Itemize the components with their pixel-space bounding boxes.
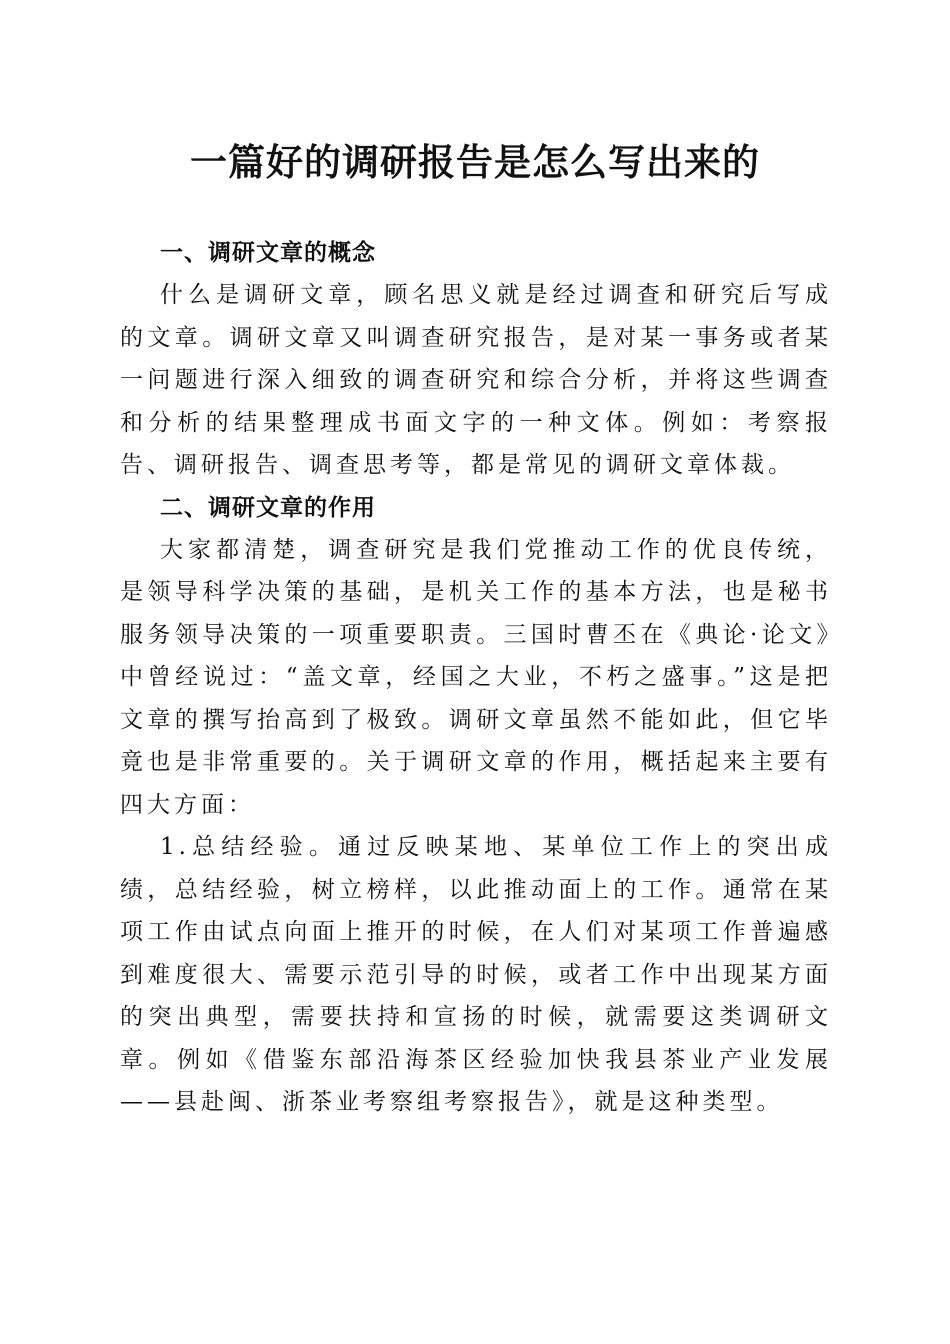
section-heading-concept: 一、调研文章的概念 xyxy=(160,240,376,266)
document-body xyxy=(120,232,832,1124)
paragraph-function-intro: 大家都清楚，调查研究是我们党推动工作的优良传统，是领导科学决策的基础，是机关工作的基本方法，也是秘书服务领导决策的一项重要职责。三国时曹丕在《典论·论文》中曾经说过：“盖文章，经国之大业，不朽之盛事。”这是把文章的撰写抬高到了极致。调研文章虽然不能如此，但它毕竟也是非常重要的。关于调研文章的作用，概括起来主要有四大方面： xyxy=(120,536,832,818)
document-title: 一篇好的调研报告是怎么写出来的 xyxy=(190,140,760,184)
paragraph-summarize-experience: 1.总结经验。通过反映某地、某单位工作上的突出成绩，总结经验，树立榜样，以此推动面上的工作。通常在某项工作由试点向面上推开的时候，在人们对某项工作普遍感到难度很大、需要示范引导的时候，或者工作中出现某方面的突出典型，需要扶持和宣扬的时候，就需要这类调研文章。例如《借鉴东部沿海茶区经验加快我县茶业产业发展——县赴闽、浙茶业考察组考察报告》，就是这种类型。 xyxy=(120,834,832,1115)
paragraph-concept: 什么是调研文章，顾名思义就是经过调查和研究后写成的文章。调研文章又叫调查研究报告，是对某一事务或者某一问题进行深入细致的调查研究和综合分析，并将这些调查和分析的结果整理成书面文字的一种文体。例如：考察报告、调研报告、调查思考等，都是常见的调研文章体裁。 xyxy=(120,282,832,478)
section-heading-function: 二、调研文章的作用 xyxy=(160,494,376,521)
